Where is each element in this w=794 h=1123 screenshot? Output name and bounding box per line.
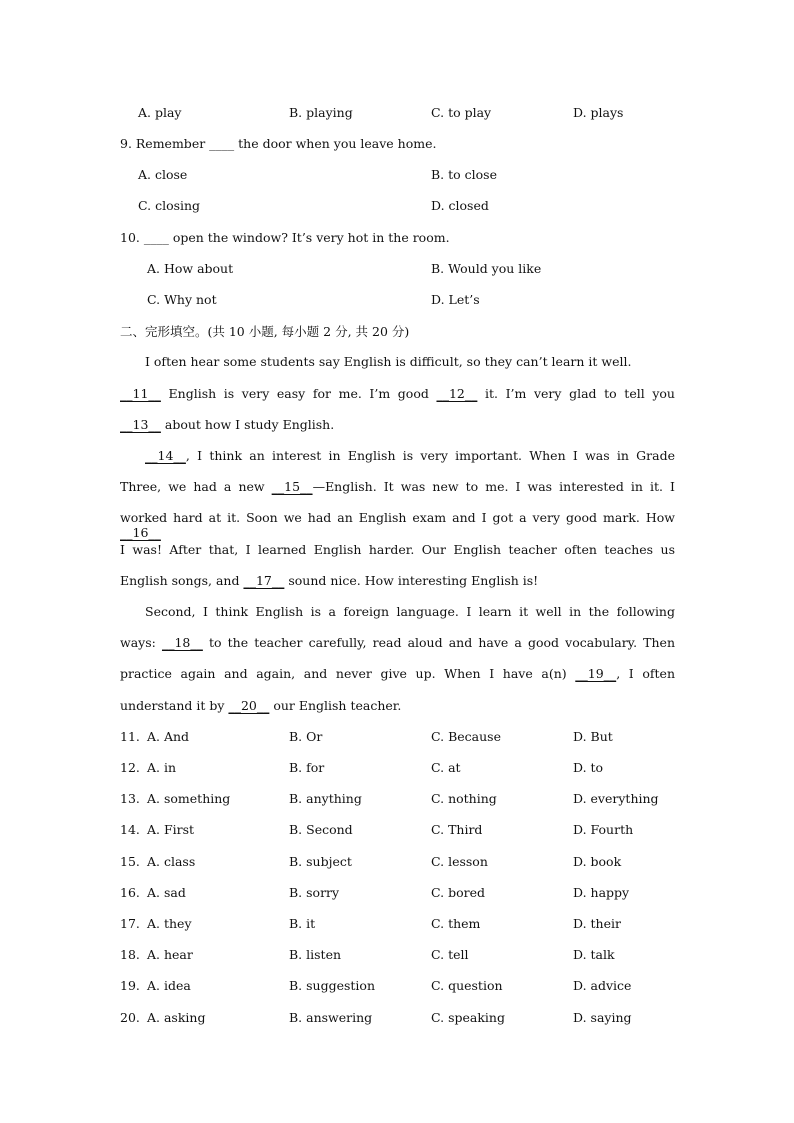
- q10-option-b: B. Would you like: [431, 261, 542, 276]
- q9-stem: 9. Remember ____ the door when you leave home.: [120, 136, 437, 151]
- passage-line: worked hard at it. Soon we had an English exam and I got a very good mark. How __16__: [120, 510, 675, 540]
- passage-line: English songs, and __17__ sound nice. How interesting English is!: [120, 573, 539, 588]
- passage-line: __11__ English is very easy for me. I’m good __12__ it. I’m very glad to tell you: [120, 386, 675, 401]
- q10-option-c: C. Why not: [147, 292, 217, 307]
- blank-14: __14__: [145, 448, 186, 463]
- q10-option-a: A. How about: [147, 261, 234, 276]
- passage-line: understand it by __20__ our English teacher.: [120, 698, 402, 713]
- passage-line: I was! After that, I learned English harder. Our English teacher often teaches us: [120, 542, 675, 557]
- q8-option-c: C. to play: [431, 105, 492, 120]
- blank-19: __19__: [575, 666, 617, 681]
- q9-option-b: B. to close: [431, 167, 497, 182]
- passage-line: __13__ about how I study English.: [120, 417, 335, 432]
- q9-option-c: C. closing: [138, 198, 201, 213]
- passage-line: __14__, I think an interest in English is very important. When I was in Grade: [145, 448, 675, 463]
- q8-option-a: A. play: [138, 105, 182, 120]
- q8-option-b: B. playing: [289, 105, 353, 120]
- passage-line: I often hear some students say English is difficult, so they can’t learn it well.: [145, 354, 632, 369]
- blank-18: __18__: [161, 635, 203, 650]
- section-2-heading: 二、完形填空。(共 10 小题, 每小题 2 分, 共 20 分): [120, 324, 410, 339]
- passage-line: Second, I think English is a foreign language. I learn it well in the following: [145, 604, 675, 619]
- exam-page: A. play B. playing C. to play D. plays 9. Remember ____ the door when you leave home. A. close B. to close C. closing D. closed 10. ____ open the window? It’s very hot in the room. A. How about B. Would you like C. Why not D. Let’s 二、完形填空。(共 10 小题, 每小题 2 分, 共 20 分) I often hear some students say English is difficult, so they can’t learn it well. __11__ English is very easy for me. I’m good __12__ it. I’m very glad to tell you __13__ about how I study English. __14__, I think an interest in English is very important. When I was in Grade Three, we had a new __15__—English. It was new to me. I was interested in it. I worked hard at it. Soon we had an English exam and I got a very good mark. How __16__ I was! After that, I learned English harder. Our English teacher often teaches us English songs, and __17__ sound nice. How interesting English is! Second, I think English is a foreign language. I learn it well in the following ways: __18__ to the teacher carefully, read aloud and have a good vocabulary. Then practice again and again, and never give up. When I have a(n) __19__, I often understand it by __20__ our English teacher. 11. A. And B. Or C. Because D. But 12. A. in B. for C. at D. to 13. A. something B. anything C. nothing D. everything 14. A. First B. Second C. Third D. Fourth 15. A. class B. subject C. lesson D. book 16. A. sad B. sorry C. bored D. happy 17. A. they B. it C. them D. their 18. A. hear B. listen C. tell D. talk 19. A. idea B. suggestion C. question D. advice 20. A. asking B. answering C. speaking D. saying: [120, 105, 675, 1025]
- q9-option-d: D. closed: [431, 198, 489, 213]
- blank-15: __15__: [271, 479, 313, 494]
- blank-16: __16__: [120, 525, 161, 540]
- blank-11: __11__: [120, 386, 161, 401]
- blank-13: __13__: [120, 417, 161, 432]
- blank-20: __20__: [228, 698, 270, 713]
- q10-stem: 10. ____ open the window? It’s very hot in the room.: [120, 230, 450, 245]
- blank-17: __17__: [243, 573, 285, 588]
- passage-line: practice again and again, and never give up. When I have a(n) __19__, I often: [120, 666, 675, 681]
- blank-12: __12__: [436, 386, 478, 401]
- q8-option-d: D. plays: [573, 105, 624, 120]
- q10-option-d: D. Let’s: [431, 292, 480, 307]
- passage-line: Three, we had a new __15__—English. It was new to me. I was interested in it. I: [120, 479, 675, 494]
- passage-line: ways: __18__ to the teacher carefully, read aloud and have a good vocabulary. Then: [120, 635, 675, 650]
- q9-option-a: A. close: [138, 167, 188, 182]
